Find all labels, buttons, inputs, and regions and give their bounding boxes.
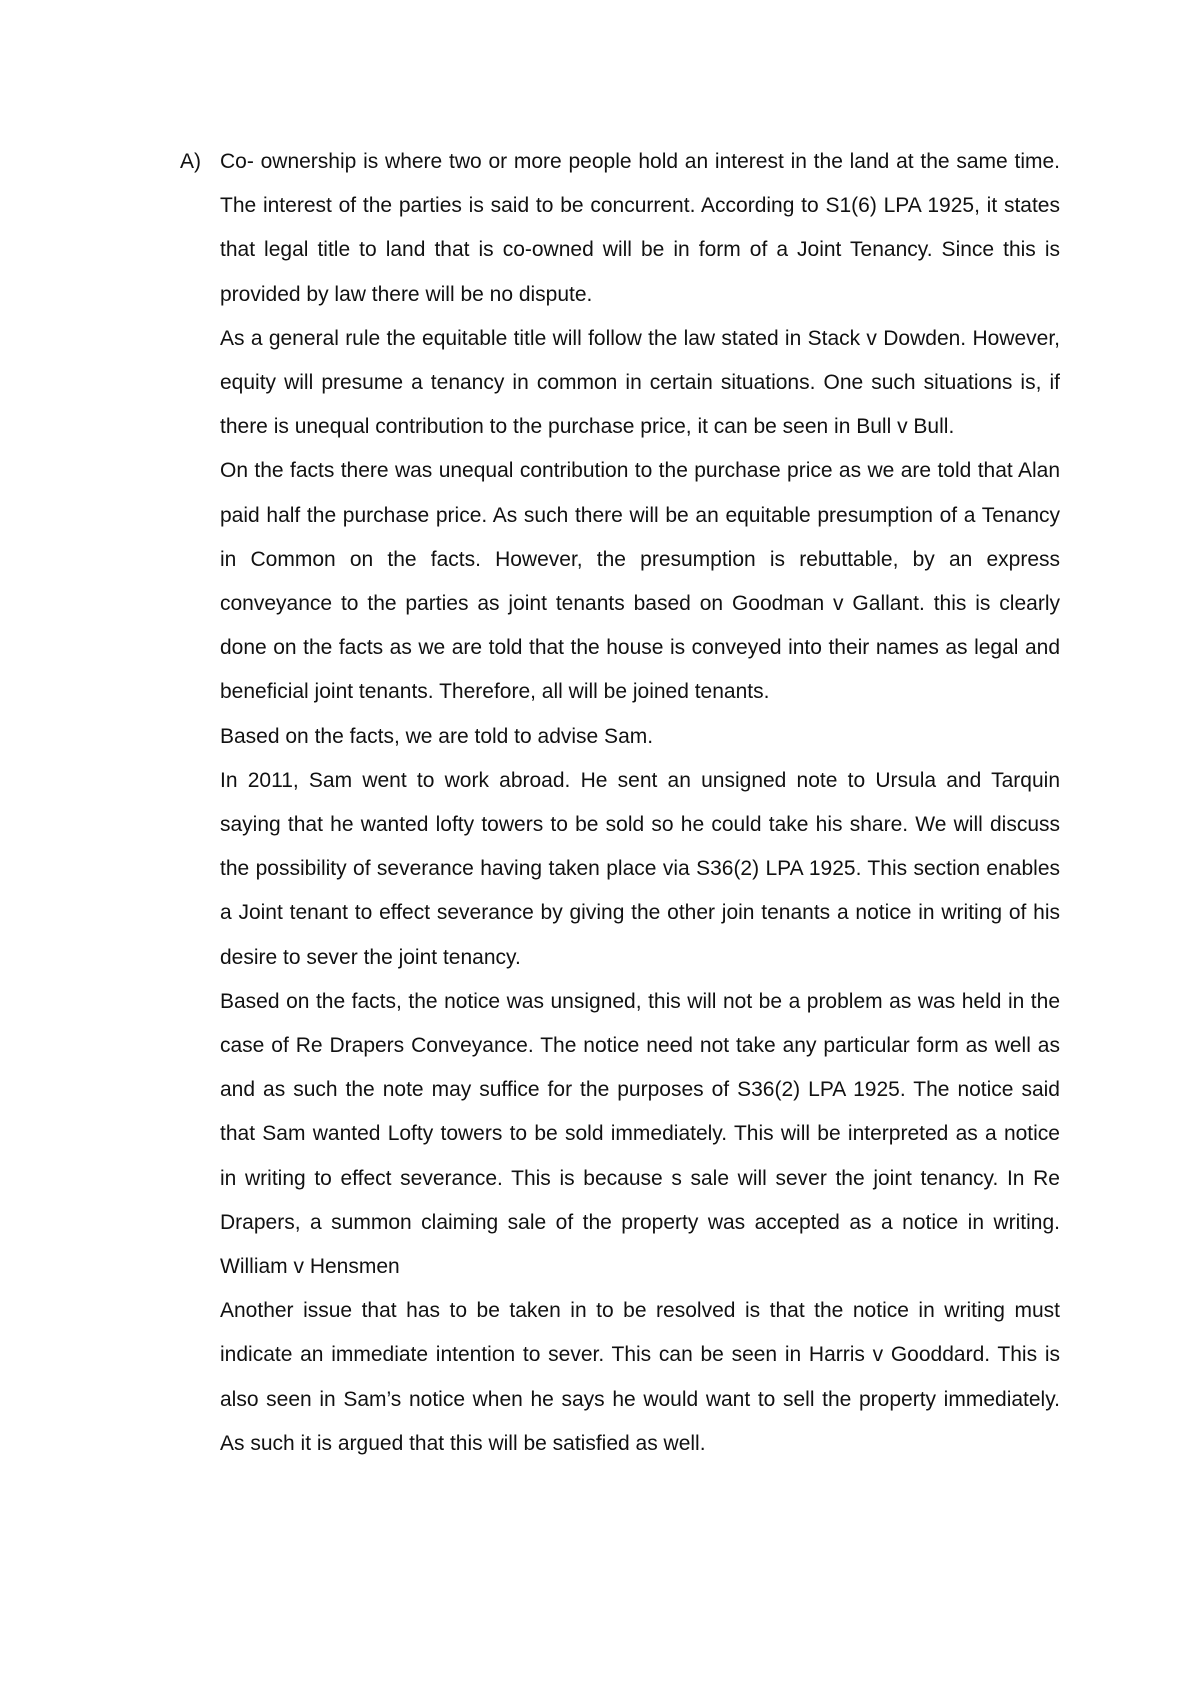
answer-text [220, 140, 1060, 1466]
paragraph-unequal-contribution: On the facts there was unequal contribution to the purchase price as we are told that Alan paid half the purchase price. As such there will be an equitable presumption of a Tenancy in Common on the facts. However, the presumption is rebuttable, by an express conveyance to the parties as joint tenants based on Goodman v Gallant. this is clearly done on the facts as we are told that the house is conveyed into their names as legal and beneficial joint tenants. Therefore, all will be joined tenants. [220, 459, 1060, 704]
document-body [180, 140, 1060, 1466]
list-marker: A) [180, 150, 201, 173]
paragraph-co-ownership: Co- ownership is where two or more people hold an interest in the land at the same time. The interest of the parties is said to be concurrent. According to S1(6) LPA 1925, it states that legal title to land that is co-owned will be in form of a Joint Tenancy. Since this is provided by law there will be no dispute. [220, 150, 1060, 306]
paragraph-severance-notice: In 2011, Sam went to work abroad. He sent an unsigned note to Ursula and Tarquin saying that he wanted lofty towers to be sold so he could take his share. We will discuss the possibility of severance having taken place via S36(2) LPA 1925. This section enables a Joint tenant to effect severance by giving the other join tenants a notice in writing of his desire to sever the joint tenancy. [220, 768, 1060, 969]
paragraph-advise-sam: Based on the facts, we are told to advise Sam. [220, 724, 654, 748]
paragraph-unsigned-notice: Based on the facts, the notice was unsigned, this will not be a problem as was held in the case of Re Drapers Conveyance. The notice need not take any particular form as well as and as such the note may suffice for the purposes of S36(2) LPA 1925. The notice said that Sam wanted Lofty towers to be sold immediately. This will be interpreted as a notice in writing to effect severance. This is because s sale will sever the joint tenancy. In Re Drapers, a summon claiming sale of the property was accepted as a notice in writing. William v Hensmen [220, 989, 1060, 1279]
paragraph-equitable-title: As a general rule the equitable title will follow the law stated in Stack v Dowden. However, equity will presume a tenancy in common in certain situations. One such situations is, if there is unequal contribution to the purchase price, it can be seen in Bull v Bull. [220, 326, 1060, 439]
paragraph-immediate-intention: Another issue that has to be taken in to be resolved is that the notice in writing must indicate an immediate intention to sever. This can be seen in Harris v Gooddard. This is also seen in Sam’s notice when he says he would want to sell the property immediately. As such it is argued that this will be satisfied as well. [220, 1299, 1060, 1455]
